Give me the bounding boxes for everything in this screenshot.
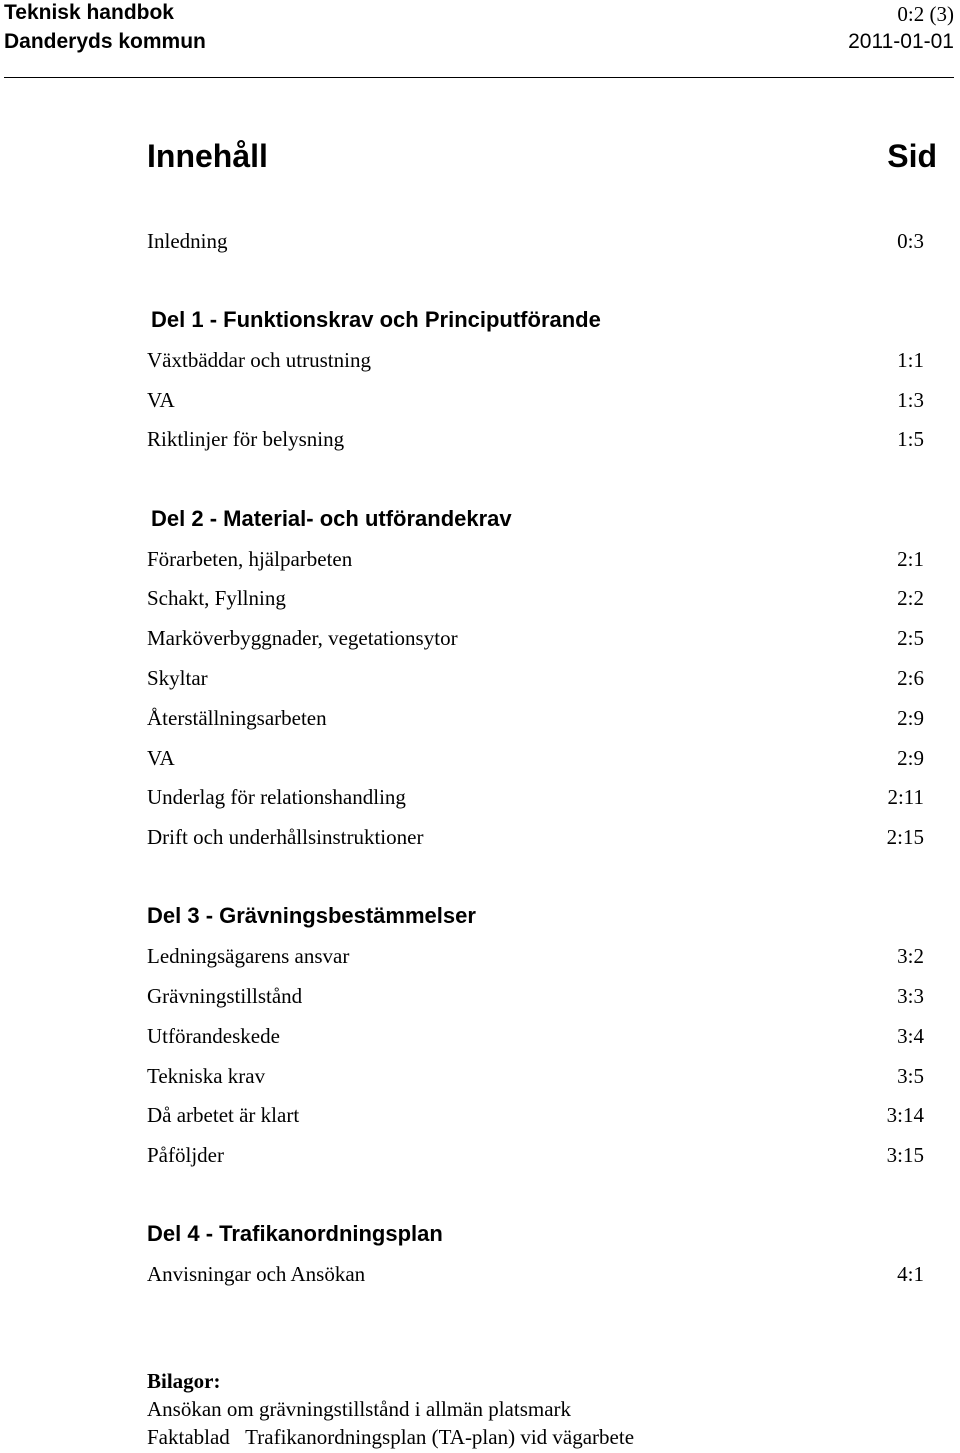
toc-entry-label: VA xyxy=(147,746,175,770)
section-heading-del-1: Del 1 - Funktionskrav och Principutförande xyxy=(151,307,601,332)
toc-entry xyxy=(147,624,924,652)
toc-entry-label: Då arbetet är klart xyxy=(147,1103,300,1127)
toc-entry xyxy=(147,664,924,692)
toc-entry-label: Underlag för relationshandling xyxy=(147,785,406,809)
organization-name: Danderyds kommun xyxy=(4,30,206,53)
toc-entry xyxy=(147,1101,924,1129)
toc-entry-page: 2:2 xyxy=(897,586,924,610)
document-date: 2011-01-01 xyxy=(848,30,954,53)
toc-entry-page: 1:3 xyxy=(897,388,924,412)
section-heading-del-4: Del 4 - Trafikanordningsplan xyxy=(147,1221,443,1246)
toc-entry-label: Växtbäddar och utrustning xyxy=(147,348,371,372)
toc-page-heading: Sid xyxy=(887,138,937,174)
toc-entry-page: 2:6 xyxy=(897,666,924,690)
toc-entry-label: Utförandeskede xyxy=(147,1024,280,1048)
toc-entry-page: 3:2 xyxy=(897,944,924,968)
toc-entry-page: 2:1 xyxy=(897,547,924,571)
document-title: Teknisk handbok xyxy=(4,1,174,24)
section-heading-del-3: Del 3 - Grävningsbestämmelser xyxy=(147,903,476,928)
toc-entry xyxy=(147,1260,924,1288)
toc-entry xyxy=(147,346,924,374)
toc-entry xyxy=(147,982,924,1010)
header-rule xyxy=(4,77,954,78)
toc-entry xyxy=(147,386,924,414)
toc-entry-page: 3:3 xyxy=(897,984,924,1008)
toc-entry xyxy=(147,704,924,732)
toc-entry-label: Marköverbyggnader, vegetationsytor xyxy=(147,626,458,650)
toc-entry-inledning xyxy=(147,227,924,255)
toc-entry-label: Schakt, Fyllning xyxy=(147,586,286,610)
toc-entry-label: Påföljder xyxy=(147,1143,224,1167)
toc-entry-label: Anvisningar och Ansökan xyxy=(147,1262,366,1286)
toc-entry-label: Riktlinjer för belysning xyxy=(147,427,345,451)
toc-entry-page: 2:9 xyxy=(897,746,924,770)
toc-entry-page: 3:5 xyxy=(897,1064,924,1088)
toc-entry xyxy=(147,425,924,453)
attachment-item: Faktablad Trafikanordningsplan (TA-plan) vid vägarbete xyxy=(147,1425,635,1449)
toc-entry-page: 0:3 xyxy=(897,229,924,253)
toc-entry-label: Tekniska krav xyxy=(147,1064,266,1088)
toc-entry-label: VA xyxy=(147,388,175,412)
toc-entry xyxy=(147,545,924,573)
attachments-heading: Bilagor: xyxy=(147,1369,221,1393)
toc-entry-label: Återställningsarbeten xyxy=(147,706,327,730)
toc-entry-label: Förarbeten, hjälparbeten xyxy=(147,547,353,571)
attachment-item: Ansökan om grävningstillstånd i allmän platsmark xyxy=(147,1397,572,1421)
toc-entry-page: 1:5 xyxy=(897,427,924,451)
toc-entry-label: Ledningsägarens ansvar xyxy=(147,944,350,968)
section-heading-del-2: Del 2 - Material- och utförandekrav xyxy=(151,506,512,531)
toc-entry-label: Grävningstillstånd xyxy=(147,984,303,1008)
toc-entry-page: 2:11 xyxy=(887,785,924,809)
toc-entry-page: 3:15 xyxy=(886,1143,924,1167)
toc-entry xyxy=(147,1062,924,1090)
toc-entry xyxy=(147,744,924,772)
toc-entry-label: Skyltar xyxy=(147,666,208,690)
toc-entry xyxy=(147,942,924,970)
toc-entry-page: 3:4 xyxy=(897,1024,924,1048)
toc-entry-page: 2:5 xyxy=(897,626,924,650)
toc-entry xyxy=(147,1022,924,1050)
toc-entry-page: 1:1 xyxy=(897,348,924,372)
toc-entry-page: 4:1 xyxy=(897,1262,924,1286)
page-reference: 0:2 (3) xyxy=(897,2,954,26)
toc-entry-page: 2:15 xyxy=(886,825,924,849)
toc-entry xyxy=(147,1141,924,1169)
toc-entry-page: 2:9 xyxy=(897,706,924,730)
toc-entry-label: Drift och underhållsinstruktioner xyxy=(147,825,424,849)
toc-entry xyxy=(147,783,924,811)
toc-entry xyxy=(147,584,924,612)
toc-entry xyxy=(147,823,924,851)
toc-title: Innehåll xyxy=(147,138,268,174)
toc-entry-label: Inledning xyxy=(147,229,228,253)
toc-entry-page: 3:14 xyxy=(886,1103,924,1127)
